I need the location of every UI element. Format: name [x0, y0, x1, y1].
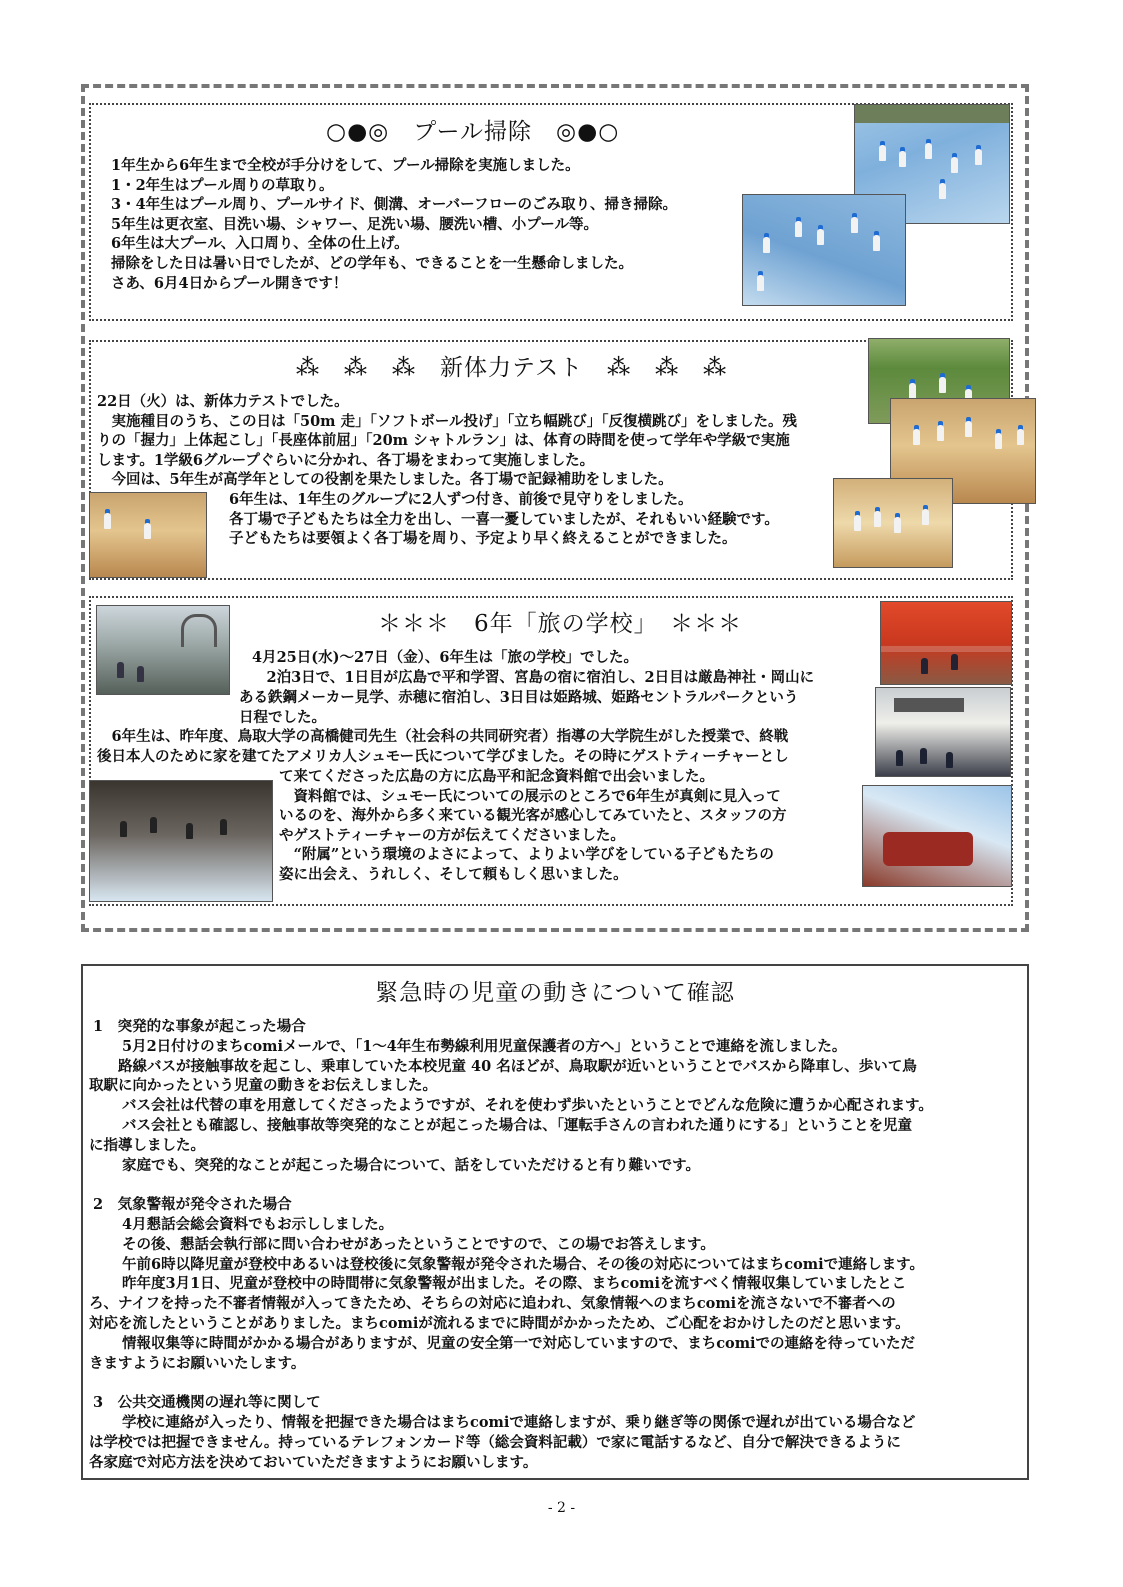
- section-heading: 2 気象警報が発令された場合: [93, 1196, 292, 1214]
- fitness-line: りの「握力」上体起こし」「長座体前屈」「20m シャトルラン」は、体育の時間を使って学年や学級で実施: [97, 432, 790, 450]
- emergency-line: 午前6時以降児童が登校中あるいは登校後に気象警報が発令された場合、その後の対応についてはまちcomiで連絡します。: [93, 1255, 924, 1273]
- trip-line: ある鉄鋼メーカー見学、赤穂に宿泊し、3日目は姫路城、姫路セントラルパークという: [239, 689, 799, 706]
- trip-line: “附属”という環境のよさによって、よりよい学びをしている子どもたちの: [279, 846, 774, 864]
- pool-line: 1年生から6年生まで全校が手分けをして、プール掃除を実施しました。: [111, 157, 580, 174]
- emergency-line: 4月懇話会総会資料でもお示ししました。: [93, 1215, 394, 1233]
- pool-line: さあ、6月4日からプール開きです！: [111, 274, 348, 292]
- trip-line: て来てくださった広島の方に広島平和記念資料館で出会いました。: [279, 768, 714, 785]
- fitness-line: 各丁場で子どもたちは全力を出し、一喜一憂していましたが、それもいい経験です。: [229, 510, 779, 528]
- fitness-line: 6年生は、1年生のグループに2人ずつ付き、前後で見守りをしました。: [229, 491, 693, 508]
- trip-line: やゲストティーチャーの方が伝えてくださいました。: [279, 826, 625, 844]
- fitness-test-body: [97, 392, 797, 490]
- page-number: - 2 -: [547, 1500, 576, 1516]
- school-trip-title: ＊＊＊ 6年「旅の学校」 ＊＊＊: [378, 611, 743, 637]
- fitness-line: します。1学級6グループぐらいに分かれ、各丁場をまわって実施しました。: [97, 451, 595, 469]
- trip-photo-museum: [89, 780, 273, 902]
- emergency-line: は学校では把握できません。持っているテレフォンカード等（総会資料記載）で家に電話するなど、自分で解決できるように: [89, 1433, 901, 1451]
- emergency-line: 家庭でも、突発的なことが起こった場合について、話をしていただけると有り難いです。: [93, 1156, 700, 1174]
- emergency-body: [89, 1017, 933, 1472]
- pool-line: 5年生は更衣室、目洗い場、シャワー、足洗い場、腰洗い槽、小プール等。: [111, 215, 598, 233]
- school-trip-body-a: [252, 648, 814, 687]
- pool-cleaning-title: ○●◎ プール掃除 ◎●○: [326, 119, 620, 145]
- pool-photo-2: [742, 194, 906, 306]
- emergency-line: 取駅に向かったという児童の動きをお伝えしました。: [89, 1077, 437, 1095]
- emergency-line: 学校に連絡が入ったり、情報を把握できた場合はまちcomiで連絡しますが、乗り継ぎ等の関係で遅れが出ている場合など: [93, 1413, 916, 1431]
- emergency-line: 昨年度3月1日、児童が登校中の時間帯に気象警報が出ました。その際、まちcomiを流すべく情報収集していましたとこ: [93, 1275, 907, 1293]
- fitness-test-title: ⁂ ⁂ ⁂ 新体力テスト ⁂ ⁂ ⁂: [296, 355, 728, 381]
- fitness-photo-gym-2: [833, 478, 953, 568]
- trip-line: 2泊3日で、1日目が広島で平和学習、宮島の宿に宿泊し、2日目は厳島神社・岡山に: [252, 668, 815, 686]
- emergency-line: 各家庭で対応方法を決めておいていただきますようにお願いします。: [89, 1453, 538, 1471]
- trip-line: 4月25日(水)～27日（金）、6年生は「旅の学校」でした。: [252, 649, 639, 666]
- trip-photo-castle: [875, 687, 1011, 777]
- fitness-line: 実施種目のうち、この日は「50m 走」「ソフトボール投げ」「立ち幅跳び」「反復横跳び」をしました。残: [97, 412, 798, 430]
- trip-photo-shrine: [880, 601, 1012, 685]
- emergency-line: きますようにお願いいたします。: [89, 1354, 306, 1372]
- fitness-line: 22日（火）は、新体力テストでした。: [97, 393, 349, 410]
- emergency-line: 対応を流したということがありました。まちcomiが流れるまでに時間がかかったため、ご心配をおかけしたのだと思います。: [89, 1314, 910, 1332]
- emergency-line: バス会社は代替の車を用意してくださったようですが、それを使わず歩いたということでどんな危険に遭うか心配されます。: [93, 1097, 933, 1115]
- school-trip-body-b: [239, 688, 798, 727]
- school-trip-body-d: [279, 767, 787, 885]
- emergency-line: ろ、ナイフを持った不審者情報が入ってきたため、そちらの対応に追われ、気象情報へのまちcomiを流さないで不審者への: [89, 1295, 896, 1313]
- trip-line: 後日本人のために家を建てたアメリカ人シュモー氏について学びました。その時にゲストティーチャーとし: [97, 747, 789, 765]
- trip-line: いるのを、海外から多く来ている観光客が感心してみていたと、スタッフの方: [279, 807, 787, 825]
- trip-line: 姿に出会え、うれしく、そして頼もしく思いました。: [279, 865, 628, 883]
- pool-cleaning-body: [111, 156, 677, 293]
- trip-line: 6年生は、昨年度、鳥取大学の高橋健司先生（社会科の共同研究者）指導の大学院生がした授業で、終戦: [97, 728, 789, 745]
- emergency-title: 緊急時の児童の動きについて確認: [375, 980, 735, 1006]
- emergency-line: その後、懇話会執行部に問い合わせがあったということですので、この場でお答えします。: [93, 1235, 715, 1253]
- school-trip-body-c: [97, 727, 789, 766]
- fitness-photo-child: [89, 492, 207, 578]
- emergency-line: に指導しました。: [89, 1136, 205, 1154]
- pool-line: 1・2年生はプール周りの草取り。: [111, 176, 334, 194]
- trip-line: 資料館では、シュモー氏についての展示のところで6年生が真剣に見入って: [279, 787, 781, 805]
- fitness-line: 子どもたちは要領よく各丁場を周り、予定より早く終えることができました。: [229, 530, 737, 548]
- pool-line: 6年生は大プール、入口周り、全体の仕上げ。: [111, 235, 409, 253]
- emergency-line: 情報収集等に時間がかかる場合がありますが、児童の安全第一で対応していますので、まちcomiでの連絡を待っていただ: [93, 1334, 916, 1352]
- emergency-line: 路線バスが接触事故を起こし、乗車していた本校児童 40 名ほどが、鳥取駅が近いということでバスから降車し、歩いて鳥: [89, 1057, 917, 1075]
- pool-line: 3・4年生はプール周り、プールサイド、側溝、オーバーフローのごみ取り、掃き掃除。: [111, 196, 677, 214]
- fitness-test-body-indented: [229, 490, 779, 549]
- pool-line: 掃除をした日は暑い日でしたが、どの学年も、できることを一生懸命しました。: [111, 254, 633, 272]
- emergency-line: 5月2日付けのまちcomiメールで、「1～4年生布勢線利用児童保護者の方へ」ということで連絡を流しました。: [93, 1037, 847, 1055]
- trip-photo-riverside: [96, 605, 230, 695]
- trip-line: 日程でした。: [239, 708, 326, 726]
- fitness-line: 今回は、5年生が高学年としての役割を果たしました。各丁場で記録補助をしました。: [97, 471, 673, 489]
- emergency-line: バス会社とも確認し、接触事故等突発的なことが起こった場合は、「運転手さんの言われた通りにする」ということを児童: [93, 1116, 912, 1134]
- section-heading: 3 公共交通機関の遅れ等に関して: [93, 1394, 321, 1412]
- section-heading: 1 突発的な事象が起こった場合: [93, 1018, 306, 1035]
- trip-photo-amusement-ride: [862, 785, 1012, 887]
